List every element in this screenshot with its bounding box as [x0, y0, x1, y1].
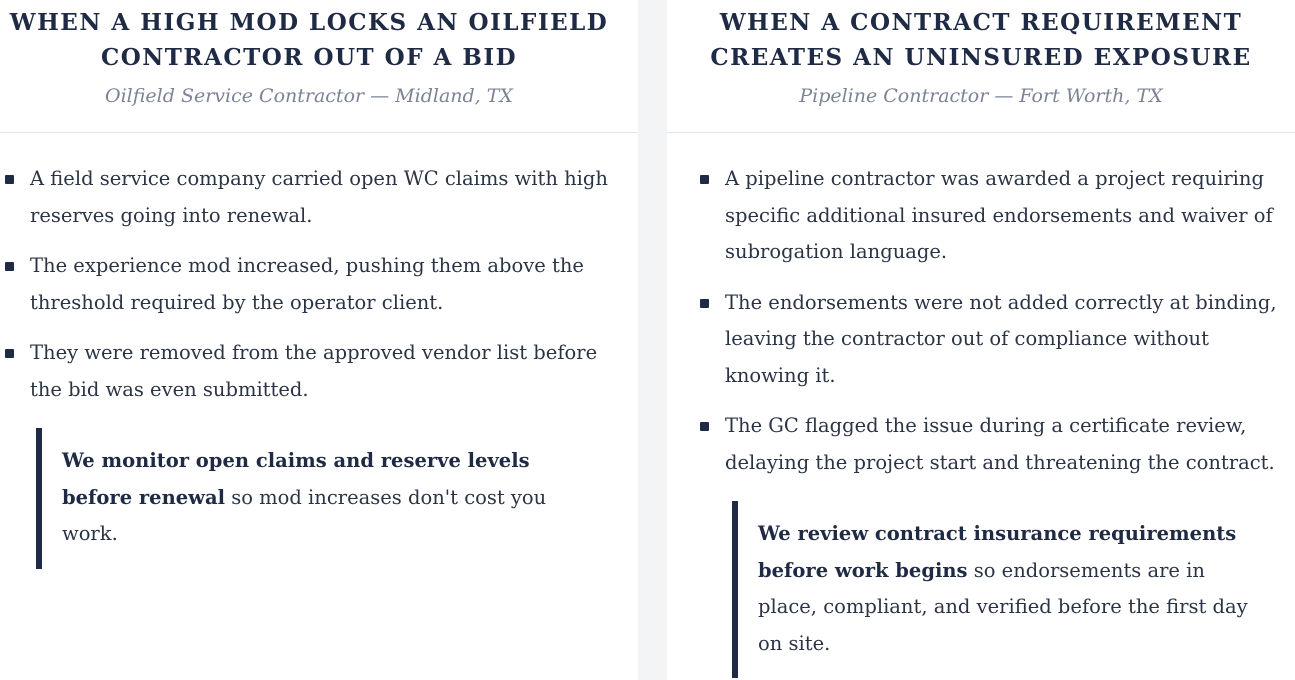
- square-bullet-icon: [700, 422, 709, 431]
- callout-emphasis: We monitor open claims and reserve levels before renewal: [62, 449, 530, 509]
- case-title: WHEN A HIGH MOD LOCKS AN OILFIELD CONTRACTOR OUT OF A BID: [9, 9, 609, 71]
- list-item: [30, 161, 610, 234]
- list-item: [30, 248, 610, 321]
- case-card-header: [0, 0, 638, 133]
- square-bullet-icon: [700, 175, 709, 184]
- case-title: WHEN A CONTRACT REQUIREMENT CREATES AN UNINSURED EXPOSURE: [710, 9, 1252, 71]
- case-bullet-list: [30, 161, 610, 422]
- bullet-text: A pipeline contractor was awarded a project requiring specific additional insured endorsements and waiver of subrogation language.: [725, 167, 1273, 263]
- square-bullet-icon: [5, 262, 14, 271]
- bullet-text: They were removed from the approved vendor list before the bid was even submitted.: [30, 341, 598, 401]
- callout-emphasis: We review contract insurance requirements before work begins: [758, 522, 1237, 582]
- case-bullet-list: [725, 161, 1290, 495]
- case-callout: [732, 501, 1257, 678]
- case-subtitle: Pipeline Contractor — Fort Worth, TX: [799, 85, 1163, 107]
- list-item: [725, 285, 1290, 395]
- square-bullet-icon: [5, 349, 14, 358]
- bullet-text: The experience mod increased, pushing them above the threshold required by the operator client.: [30, 254, 584, 314]
- case-card-header: [667, 0, 1295, 133]
- case-card-pipeline: [667, 0, 1295, 680]
- callout-text: so mod increases don't cost you work.: [62, 485, 547, 545]
- list-item: [725, 161, 1290, 271]
- bullet-text: The endorsements were not added correctly at binding, leaving the contractor out of compliance without knowing it.: [725, 290, 1277, 387]
- bullet-text: The GC flagged the issue during a certificate review, delaying the project start and threatening the contract.: [725, 414, 1275, 474]
- list-item: [725, 408, 1290, 481]
- square-bullet-icon: [700, 299, 709, 308]
- case-card-oilfield: [0, 0, 638, 680]
- callout-text: so endorsements are in place, compliant, and verified before the first day on site.: [758, 558, 1248, 655]
- bullet-text: A field service company carried open WC claims with high reserves going into renewal.: [30, 167, 608, 227]
- case-callout: [36, 428, 576, 569]
- case-subtitle: Oilfield Service Contractor — Midland, TX: [105, 85, 513, 107]
- list-item: [30, 335, 610, 408]
- square-bullet-icon: [5, 175, 14, 184]
